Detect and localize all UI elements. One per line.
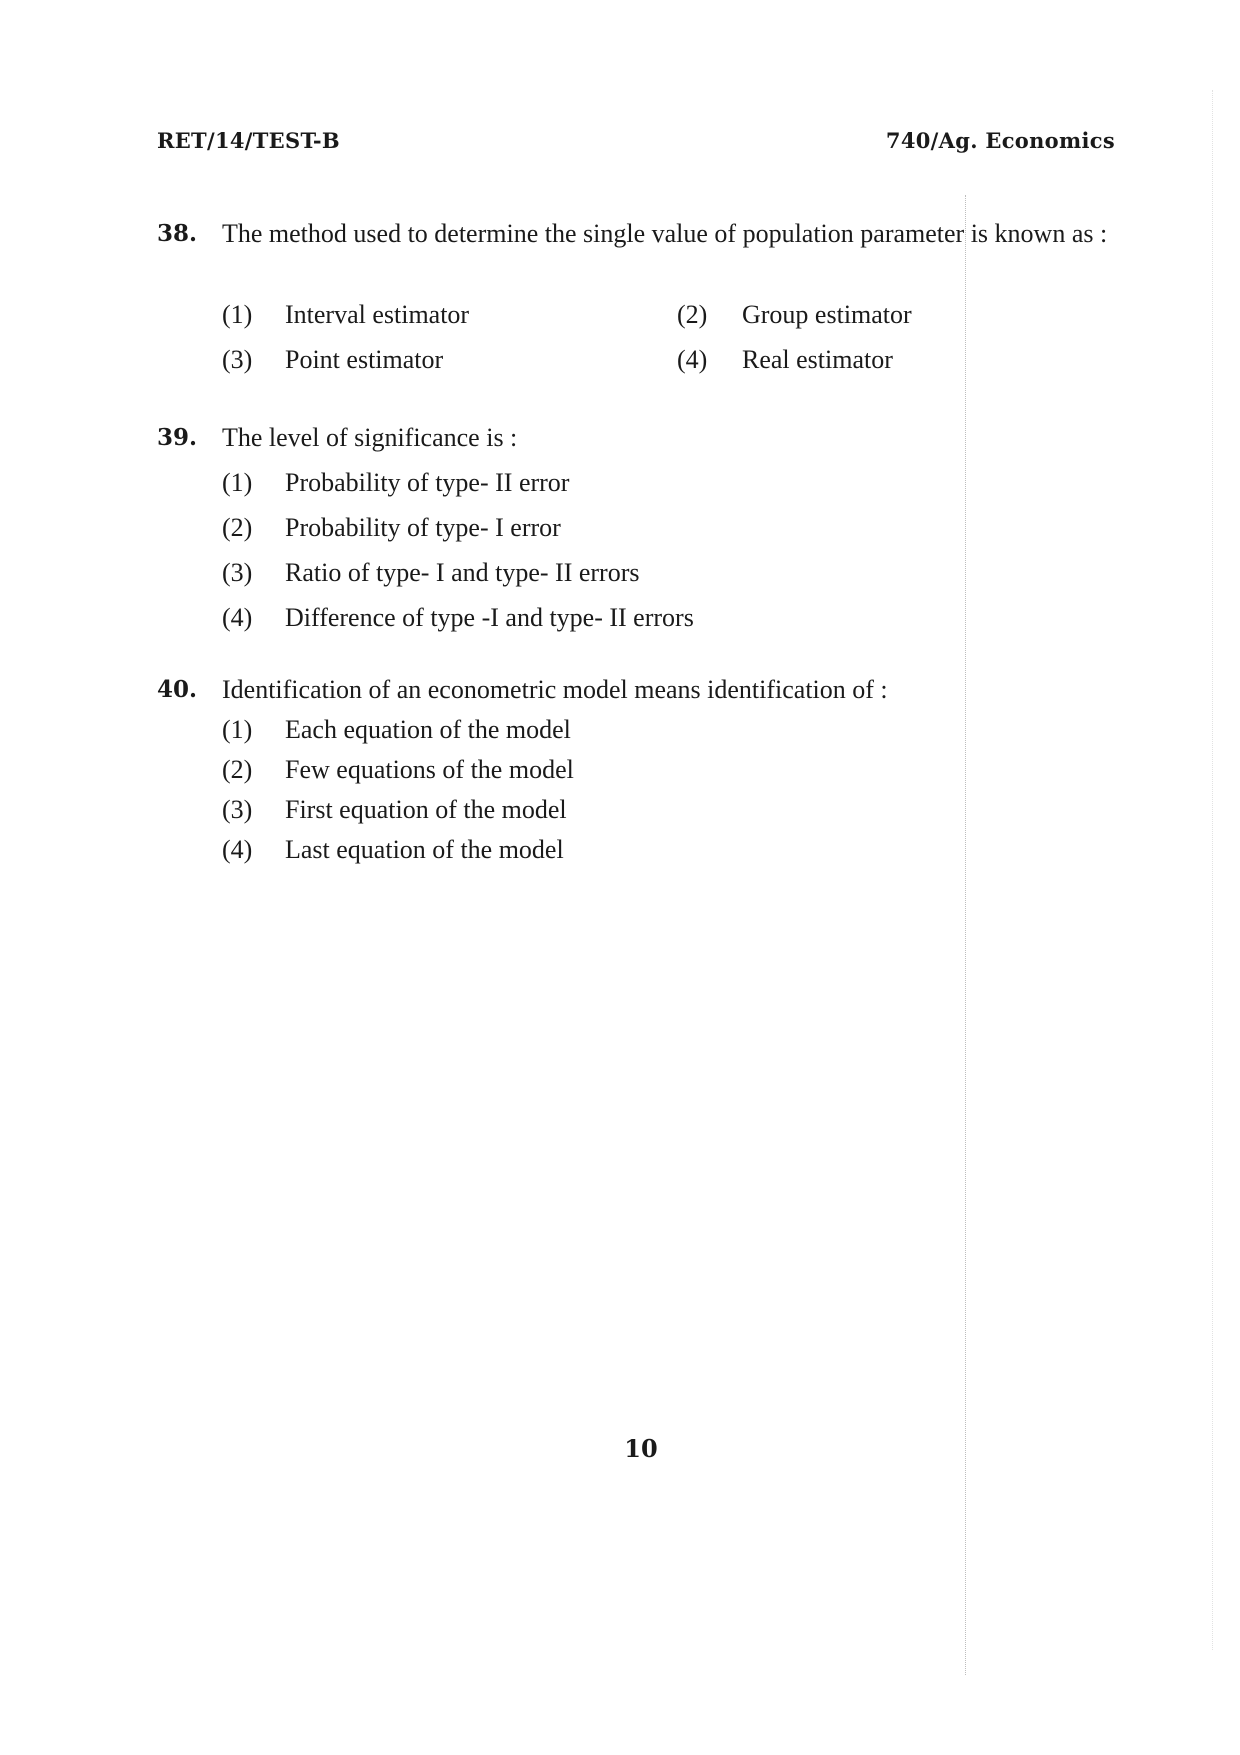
option-text: Group estimator [742, 300, 912, 329]
option-text: Difference of type -I and type- II errors [285, 603, 694, 632]
paper-code: RET/14/TEST-B [157, 128, 340, 153]
option-number: (1) [222, 715, 253, 744]
option-text: Probability of type- II error [285, 468, 570, 497]
option-number: (4) [677, 345, 708, 374]
option-text: Each equation of the model [285, 715, 571, 744]
question-text: Identification of an econometric model means identification of : [222, 675, 888, 704]
option-text: Point estimator [285, 345, 444, 374]
question-number: 38. [157, 220, 198, 247]
option-text: Last equation of the model [285, 835, 564, 864]
option-number: (3) [222, 795, 253, 824]
page-header [157, 128, 1115, 164]
option-number: (2) [222, 755, 253, 784]
subject-code: 740/Ag. Economics [885, 128, 1115, 153]
option-text: Interval estimator [285, 300, 470, 329]
scan-edge-line [1212, 90, 1213, 1650]
question-number: 40. [157, 676, 198, 703]
page-number: 10 [624, 1434, 658, 1463]
option-text: First equation of the model [285, 795, 567, 824]
option-number: (1) [222, 468, 253, 497]
option-number: (3) [222, 558, 253, 587]
option-number: (4) [222, 835, 253, 864]
question-text: The level of significance is : [222, 423, 518, 452]
option-text: Probability of type- I error [285, 513, 561, 542]
option-text: Real estimator [742, 345, 893, 374]
option-number: (1) [222, 300, 253, 329]
option-number: (2) [677, 300, 708, 329]
option-number: (4) [222, 603, 253, 632]
question-text: The method used to determine the single value of population parameter is known as : [222, 219, 1108, 248]
option-number: (3) [222, 345, 253, 374]
option-text: Few equations of the model [285, 755, 574, 784]
option-text: Ratio of type- I and type- II errors [285, 558, 640, 587]
question-number: 39. [157, 424, 198, 451]
option-number: (2) [222, 513, 253, 542]
